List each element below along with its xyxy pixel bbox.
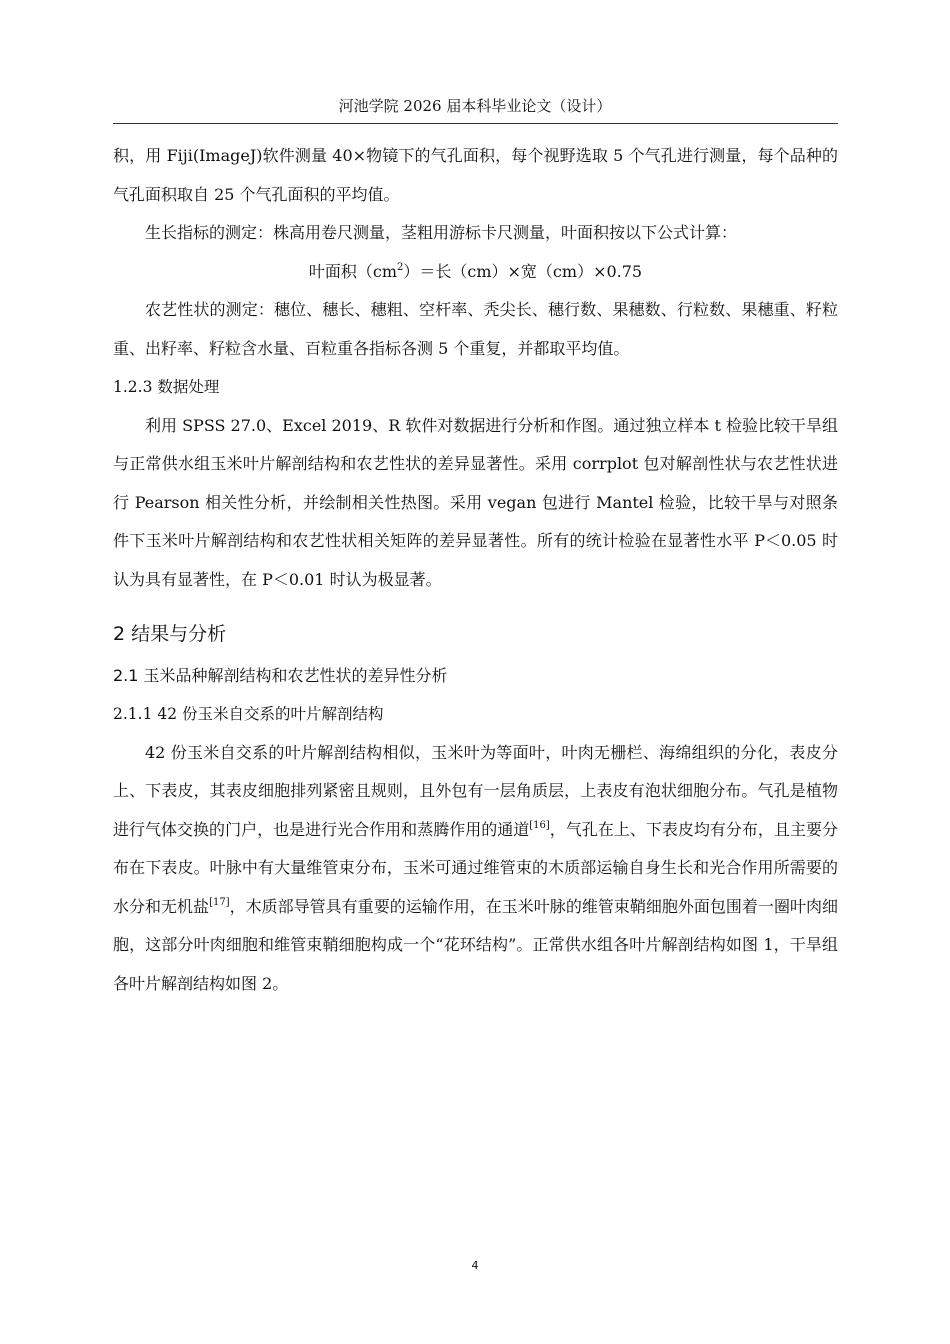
formula-exponent: 2: [397, 261, 404, 273]
page-header: 河池学院 2026 届本科毕业论文（设计）: [338, 97, 612, 115]
header-rule: [113, 123, 838, 124]
paragraph-growth-indicators: 生长指标的测定：株高用卷尺测量，茎粗用游标卡尺测量，叶面积按以下公式计算：: [145, 223, 738, 242]
paragraph-leaf-anatomy-part-c: ，木质部导管具有重要的运输作用，在玉米叶脉的维管束鞘细胞外面包围着一圈叶肉细胞，这部分叶肉细胞和维管束鞘细胞构成一个“花环结构”。正常供水组各叶片解剖结构如图 1，干旱组各叶片解剖结构如图 2。: [113, 896, 838, 993]
paragraph-stomata-measurement: 积，用 Fiji(ImageJ)软件测量 40×物镜下的气孔面积，每个视野选取 5 个气孔进行测量，每个品种的气孔面积取自 25 个气孔面积的平均值。: [113, 146, 838, 204]
citation-16: [16]: [529, 819, 550, 831]
paragraph-leaf-anatomy-part-b: ，气孔在上、下表皮均有分布，且主要分布在下表皮。叶脉中有大量维管束分布，玉米可通过维管束的木质部运输自身生长和光合作用所需要的水分和无机盐: [113, 819, 838, 916]
page-number: 4: [471, 1259, 479, 1272]
paragraph-leaf-anatomy-part-a: 42 份玉米自交系的叶片解剖结构相似，玉米叶为等面叶，叶肉无栅栏、海绵组织的分化，表皮分上、下表皮，其表皮细胞排列紧密且规则，且外包有一层角质层，上表皮有泡状细胞分布。气孔是植物进行气体交换的门户，也是进行光合作用和蒸腾作用的通道: [113, 742, 838, 839]
heading-2-1: 2.1 玉米品种解剖结构和农艺性状的差异性分析: [113, 666, 448, 685]
paragraph-agronomic-traits: 农艺性状的测定：穗位、穗长、穗粗、空杆率、秃尖长、穗行数、果穗数、行粒数、果穗重、籽粒重、出籽率、籽粒含水量、百粒重各指标各测 5 个重复，并都取平均值。: [113, 300, 838, 358]
heading-2-1-1: 2.1.1 42 份玉米自交系的叶片解剖结构: [113, 705, 384, 723]
paragraph-data-processing: 利用 SPSS 27.0、Excel 2019、R 软件对数据进行分析和作图。通过独立样本 t 检验比较干旱组与正常供水组玉米叶片解剖结构和农艺性状的差异显著性。采用 corrplot 包对解剖性状与农艺性状进行 Pearson 相关性分析，并绘制相关性热图。采用 vegan 包进行 Mantel 检验，比较干旱与对照条件下玉米叶片解剖结构和农艺性状相关矩阵的差异显著性。所有的统计检验在显著性水平 P＜0.05 时认为具有显著性，在 P＜0.01 时认为极显著。: [113, 415, 838, 589]
page-body: [113, 137, 838, 1003]
formula-part-a: 叶面积（cm: [308, 261, 398, 281]
citation-17: [17]: [209, 896, 230, 908]
heading-2: 2 结果与分析: [113, 623, 227, 645]
formula-part-b: ）＝长（cm）×宽（cm）×0.75: [403, 261, 643, 281]
leaf-area-formula: [113, 253, 838, 292]
paragraph-leaf-anatomy: [113, 734, 838, 1004]
heading-1-2-3: 1.2.3 数据处理: [113, 378, 220, 396]
